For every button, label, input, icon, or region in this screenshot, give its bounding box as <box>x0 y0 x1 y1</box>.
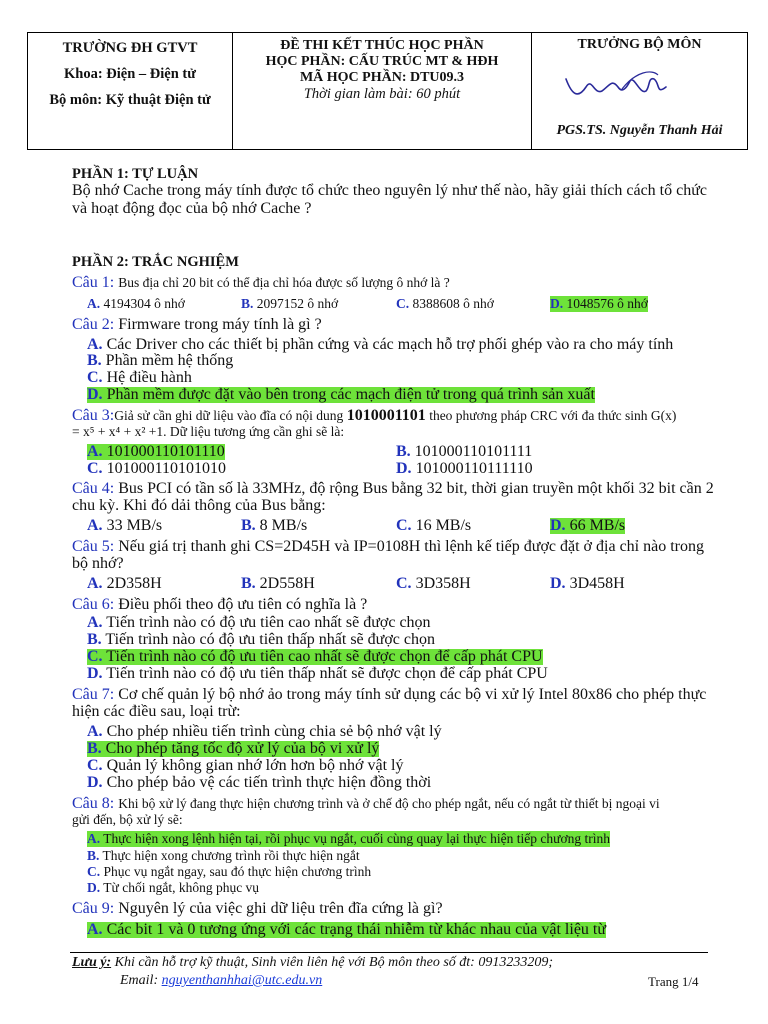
q3-option-c: C. 101000110101010 <box>87 460 226 477</box>
q4-option-d-answer: D. 66 MB/s <box>550 517 626 534</box>
question-2: Câu 2: Firmware trong máy tính là gì ? <box>72 316 322 333</box>
q2-option-c: C. Hệ điều hành <box>87 369 192 386</box>
question-6: Câu 6: Điều phối theo độ ưu tiên có nghĩa là ? <box>72 596 368 613</box>
department-name: Bộ môn: Kỹ thuật Điện tử <box>49 92 211 108</box>
q6-option-c-answer: C. Tiến trình nào có độ ưu tiên cao nhất sẽ được chọn để cấp phát CPU <box>87 648 543 665</box>
part1-text-line2: và hoạt động đọc của bộ nhớ Cache ? <box>72 200 312 217</box>
footer-email: Email: nguyenthanhhai@utc.edu.vn <box>120 973 323 988</box>
q9-option-a-answer: A. Các bit 1 và 0 tương ứng với các trạng thái nhiễm từ khác nhau của vật liệu từ <box>87 921 607 938</box>
exam-title: ĐỀ THI KẾT THÚC HỌC PHẦN <box>280 38 484 53</box>
q4-option-b: B. 8 MB/s <box>241 517 308 534</box>
question-1 <box>72 275 450 291</box>
q4-option-a: A. 33 MB/s <box>87 517 163 534</box>
q5-text-line2: bộ nhớ? <box>72 555 124 572</box>
q5-option-c: C. 3D358H <box>396 575 471 592</box>
signature-image <box>562 65 692 105</box>
question-8: Câu 8: Khi bộ xử lý đang thực hiện chương trình và ở chế độ cho phép ngắt, nếu có ngắt từ thiết bị ngoại vi <box>72 795 660 812</box>
school-info <box>28 33 233 149</box>
school-name: TRƯỜNG ĐH GTVT <box>62 40 198 56</box>
course-code: MÃ HỌC PHẦN: DTU09.3 <box>299 70 465 85</box>
footer-divider <box>70 952 708 953</box>
q4-text-line2: chu kỳ. Khi đó dải thông của Bus bằng: <box>72 497 326 514</box>
part1-text-line1: Bộ nhớ Cache trong máy tính được tổ chức theo nguyên lý như thế nào, hãy giải thích cách tổ chức <box>72 182 707 199</box>
q7-option-c: C. Quản lý không gian nhớ lớn hơn bộ nhớ vật lý <box>87 757 404 774</box>
footer-note: Lưu ý: Khi cần hỗ trợ kỹ thuật, Sinh viên liên hệ với Bộ môn theo số đt: 0913233209; <box>72 955 553 970</box>
q3-polynomial: = x⁵ + x⁴ + x² +1. Dữ liệu tương ứng cần ghi sẽ là: <box>72 424 345 439</box>
question-3: Câu 3:Giả sử cần ghi dữ liệu vào đĩa có nội dung 1010001101 theo phương pháp CRC với đa thức sinh G(x) <box>72 407 677 424</box>
q8-option-d: D. Từ chối ngắt, không phục vụ <box>87 880 260 895</box>
q5-option-b: B. 2D558H <box>241 575 315 592</box>
page-number: Trang 1/4 <box>648 974 699 989</box>
q8-text-line2: gửi đến, bộ xử lý sẽ: <box>72 812 183 827</box>
faculty-name: Khoa: Điện – Điện tử <box>64 66 196 82</box>
approval-info <box>532 33 747 149</box>
course-name: HỌC PHẦN: CẤU TRÚC MT & HĐH <box>265 54 499 69</box>
q7-text-line2: hiện các điều sau, loại trừ: <box>72 703 241 720</box>
part1-title: PHẦN 1: TỰ LUẬN <box>72 166 199 182</box>
exam-header <box>27 32 748 150</box>
head-of-department-title: TRƯỞNG BỘ MÔN <box>577 37 702 52</box>
q5-option-a: A. 2D358H <box>87 575 162 592</box>
q1-option-c: C. 8388608 ô nhớ <box>396 296 494 311</box>
q1-option-a: A. 4194304 ô nhớ <box>87 296 185 311</box>
q4-option-c: C. 16 MB/s <box>396 517 472 534</box>
q2-option-a: A. Các Driver cho các thiết bị phần cứng và các mạch hỗ trợ phối ghép vào ra cho máy tính <box>87 336 674 353</box>
exam-info <box>233 33 532 149</box>
q1-option-b: B. 2097152 ô nhớ <box>241 296 339 311</box>
q7-option-a: A. Cho phép nhiều tiến trình cùng chia sẻ bộ nhớ vật lý <box>87 723 442 740</box>
q8-option-b: B. Thực hiện xong chương trình rồi thực hiện ngắt <box>87 848 360 863</box>
question-4: Câu 4: Bus PCI có tần số là 33MHz, độ rộng Bus bằng 32 bit, thời gian truyền một khối 32 bit cần 2 <box>72 480 714 497</box>
q1-option-d-answer: D. 1048576 ô nhớ <box>550 296 648 311</box>
q3-option-a-answer: A. 101000110101110 <box>87 443 225 460</box>
q6-option-a: A. Tiến trình nào có độ ưu tiên cao nhất sẽ được chọn <box>87 614 431 631</box>
head-of-department-name: PGS.TS. Nguyễn Thanh Hải <box>556 123 723 138</box>
q8-option-a-answer: A. Thực hiện xong lệnh hiện tại, rồi phục vụ ngắt, cuối cùng quay lại thực hiện tiếp chương trình <box>87 831 610 846</box>
question-text: Bus địa chỉ 20 bit có thể địa chỉ hóa được số lượng ô nhớ là ? <box>118 275 450 290</box>
q3-option-d: D. 101000110111110 <box>396 460 533 477</box>
q6-option-d: D. Tiến trình nào có độ ưu tiên thấp nhất sẽ được chọn để cấp phát CPU <box>87 665 548 682</box>
question-7: Câu 7: Cơ chế quản lý bộ nhớ ảo trong máy tính sử dụng các bộ vi xử lý Intel 80x86 cho phép thực <box>72 686 707 703</box>
part2-title: PHẦN 2: TRẮC NGHIỆM <box>72 254 239 270</box>
q5-option-d: D. 3D458H <box>550 575 625 592</box>
question-label: Câu 1: <box>72 274 115 291</box>
q3-option-b: B. 101000110101111 <box>396 443 533 460</box>
q7-option-d: D. Cho phép bảo vệ các tiến trình thực hiện đồng thời <box>87 774 432 791</box>
question-9: Câu 9: Nguyên lý của việc ghi dữ liệu trên đĩa cứng là gì? <box>72 900 443 917</box>
q8-option-c: C. Phục vụ ngắt ngay, sau đó thực hiện chương trình <box>87 864 372 879</box>
q7-option-b-answer: B. Cho phép tăng tốc độ xử lý của bộ vi xử lý <box>87 740 380 757</box>
exam-duration: Thời gian làm bài: 60 phút <box>303 86 461 102</box>
q2-option-d-answer: D. Phần mềm được đặt vào bên trong các mạch điện tử trong quá trình sản xuất <box>87 386 595 403</box>
q2-option-b: B. Phần mềm hệ thống <box>87 352 234 369</box>
question-5: Câu 5: Nếu giá trị thanh ghi CS=2D45H và IP=0108H thì lệnh kế tiếp được đặt ở địa chỉ nào trong <box>72 538 704 555</box>
email-link[interactable]: nguyenthanhhai@utc.edu.vn <box>161 973 323 988</box>
q6-option-b: B. Tiến trình nào có độ ưu tiên thấp nhất sẽ được chọn <box>87 631 435 648</box>
